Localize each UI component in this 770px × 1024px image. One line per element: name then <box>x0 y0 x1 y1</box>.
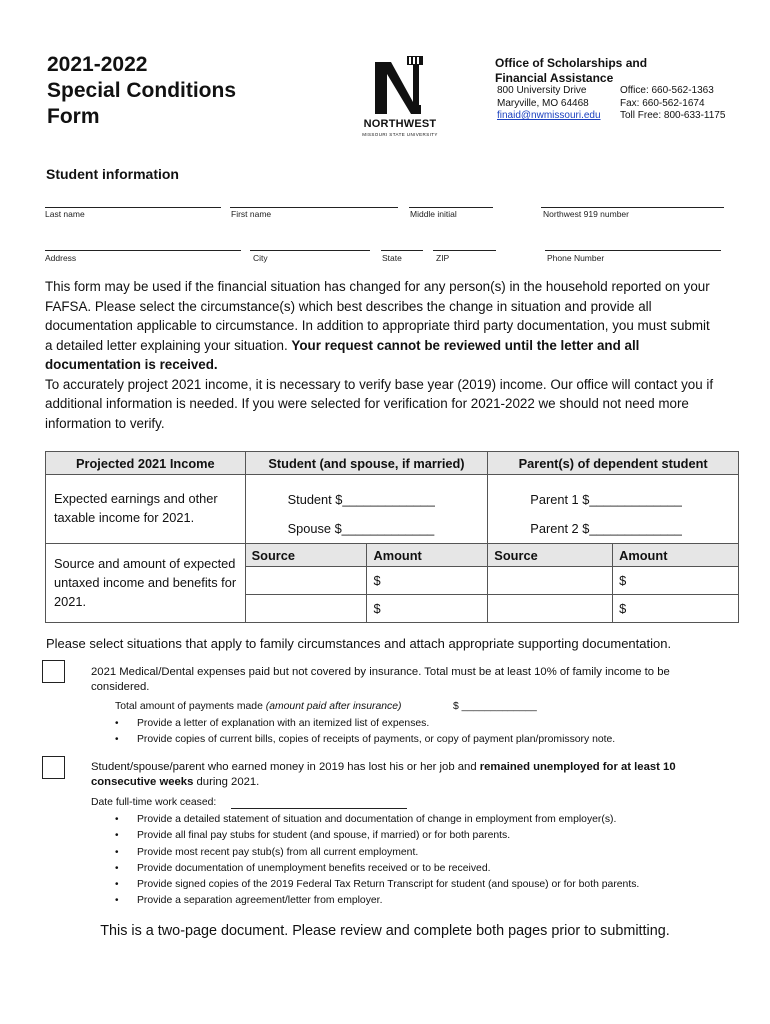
medical-expenses-checkbox[interactable] <box>42 660 65 683</box>
zip-label: ZIP <box>436 253 450 263</box>
title-year: 2021-2022 <box>47 53 148 76</box>
state-field[interactable] <box>381 250 423 251</box>
city-label: City <box>253 253 268 263</box>
student-info-heading: Student information <box>46 166 179 182</box>
work-ceased-label: Date full-time work ceased: <box>91 797 217 808</box>
list-item: • Provide all final pay stubs for student (and spouse, if married) or for both parents. <box>115 828 639 844</box>
medical-bullets <box>115 716 615 749</box>
intro-text <box>45 277 720 433</box>
parent-amount-1[interactable]: $ <box>613 567 739 595</box>
medical-total-note: (amount paid after insurance) <box>265 701 402 712</box>
logo-wordmark: NORTHWEST <box>363 118 437 130</box>
unemployment-text-end: during 2021. <box>196 776 260 788</box>
middle-initial-label: Middle initial <box>410 209 457 219</box>
parent2-income-field[interactable]: Parent 2 $_____________ <box>530 521 682 536</box>
fax-number: Fax: 660-562-1674 <box>620 97 705 109</box>
office-address <box>497 85 601 123</box>
parent-column-header: Parent(s) of dependent student <box>488 452 739 475</box>
address-label: Address <box>45 253 77 263</box>
state-label: State <box>382 253 402 263</box>
unemployment-text-bold: remained unemployed for at least 10 consecutive weeks <box>91 761 676 788</box>
northwest-id-label: Northwest 919 number <box>543 209 629 219</box>
first-name-label: First name <box>231 209 272 219</box>
last-name-field[interactable] <box>45 207 221 208</box>
taxable-income-label: Expected earnings and other taxable income for 2021. <box>54 491 218 525</box>
footer-note: This is a two-page document. Please review and complete both pages prior to submitting. <box>100 923 670 939</box>
list-item: • Provide copies of current bills, copies of receipts of payments, or copy of payment plan/promissory note. <box>115 732 615 748</box>
list-item: • Provide a detailed statement of situation and documentation of change in employment from employer(s). <box>115 812 639 828</box>
unemployment-text <box>91 760 731 790</box>
phone-label: Phone Number <box>547 253 605 263</box>
list-item: • Provide a separation agreement/letter from employer. <box>115 893 639 909</box>
situations-intro: Please select situations that apply to family circumstances and attach appropriate supporting documentation. <box>46 636 672 651</box>
medical-total-label: Total amount of payments made <box>115 701 263 712</box>
parent1-income-field[interactable]: Parent 1 $_____________ <box>530 492 682 507</box>
office-name-line-1: Office of Scholarships and <box>495 56 648 70</box>
unemployment-checkbox[interactable] <box>42 756 65 779</box>
parent-amount-header: Amount <box>613 544 739 567</box>
spouse-income-field[interactable]: Spouse $_____________ <box>287 521 435 536</box>
office-phones <box>620 85 725 123</box>
list-item: • Provide most recent pay stub(s) from all current employment. <box>115 845 639 861</box>
parent-income-cell <box>488 475 739 544</box>
form-title <box>47 52 236 130</box>
medical-total-field[interactable]: $ _____________ <box>453 701 537 712</box>
unemployment-text-start: Student/spouse/parent who earned money in 2019 has lost his or her job and <box>91 761 477 773</box>
list-item: • Provide signed copies of the 2019 Federal Tax Return Transcript for student (and spouse) or for both parents. <box>115 877 639 893</box>
intro-warning: Your request cannot be reviewed until the letter and all documentation is received. <box>45 337 640 372</box>
medical-expenses-text: 2021 Medical/Dental expenses paid but not covered by insurance. Total must be at least 10% of family income to be considered. <box>91 666 670 693</box>
student-income-field[interactable]: Student $_____________ <box>287 492 435 507</box>
logo-subtitle: MISSOURI STATE UNIVERSITY <box>362 132 438 137</box>
email-link[interactable]: finaid@nwmissouri.edu <box>497 110 601 121</box>
address-line-2: Maryville, MO 64468 <box>497 97 589 109</box>
first-name-field[interactable] <box>230 207 398 208</box>
unemployment-bullets <box>115 812 639 910</box>
last-name-label: Last name <box>45 209 85 219</box>
title-line-3: Form <box>47 105 100 128</box>
list-item: • Provide a letter of explanation with an itemized list of expenses. <box>115 716 615 732</box>
student-source-2[interactable] <box>245 595 367 623</box>
untaxed-income-label: Source and amount of expected untaxed income and benefits for 2021. <box>54 556 237 609</box>
list-item: • Provide documentation of unemployment benefits received or to be received. <box>115 861 639 877</box>
student-source-header: Source <box>245 544 367 567</box>
income-table <box>45 451 739 623</box>
city-field[interactable] <box>250 250 370 251</box>
address-field[interactable] <box>45 250 241 251</box>
toll-free-number: Toll Free: 800-633-1175 <box>620 110 726 121</box>
student-column-header: Student (and spouse, if married) <box>245 452 488 475</box>
intro-paragraph-1: This form may be used if the financial situation has changed for any person(s) in the household reported on your FAFSA. Please select the circumstance(s) which best describes the change in situation and provide all documentation applicable to circumstance. In addition to appropriate third party documentation, you must submit a detailed letter explaining your situation. <box>45 279 710 353</box>
parent-source-1[interactable] <box>488 567 613 595</box>
student-amount-2[interactable]: $ <box>367 595 488 623</box>
parent-source-header: Source <box>488 544 613 567</box>
office-name-line-2: Financial Assistance <box>495 71 614 85</box>
northwest-id-field[interactable] <box>541 207 724 208</box>
parent-amount-2[interactable]: $ <box>613 595 739 623</box>
office-name <box>495 56 647 86</box>
work-ceased-field[interactable] <box>231 808 407 809</box>
untaxed-income-label-cell <box>46 544 246 623</box>
title-line-2: Special Conditions <box>47 79 237 102</box>
zip-field[interactable] <box>433 250 496 251</box>
student-income-cell <box>245 475 488 544</box>
parent-source-2[interactable] <box>488 595 613 623</box>
office-phone: Office: 660-562-1363 <box>620 85 714 96</box>
medical-total-row <box>115 701 401 712</box>
address-line-1: 800 University Drive <box>497 85 587 96</box>
student-source-1[interactable] <box>245 567 367 595</box>
middle-initial-field[interactable] <box>409 207 493 208</box>
student-amount-1[interactable]: $ <box>367 567 488 595</box>
projected-income-header: Projected 2021 Income <box>46 452 246 475</box>
taxable-income-label-cell <box>46 475 246 544</box>
student-amount-header: Amount <box>367 544 488 567</box>
intro-paragraph-2: To accurately project 2021 income, it is necessary to verify base year (2019) income. Our office will contact you if additional information is needed. If you were selected for verification for 2021-2022 we should not need more information to verify. <box>45 376 714 431</box>
phone-field[interactable] <box>545 250 721 251</box>
